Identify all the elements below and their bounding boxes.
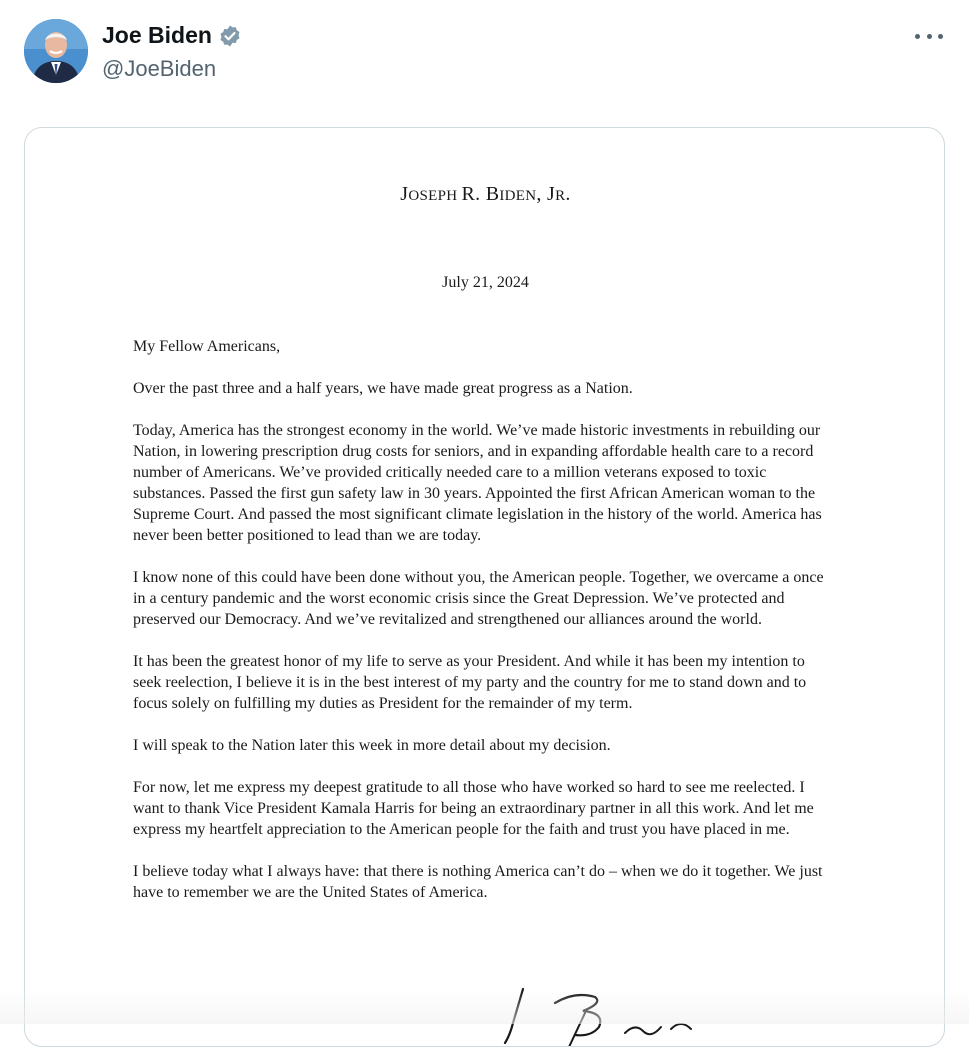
author-handle[interactable]: @JoeBiden xyxy=(102,56,217,81)
more-dot xyxy=(927,34,932,39)
letter-paragraph: Over the past three and a half years, we have made great progress as a Nation. xyxy=(133,380,633,397)
more-dot xyxy=(915,34,920,39)
avatar[interactable] xyxy=(24,19,88,83)
post-media-image[interactable] xyxy=(24,127,945,1047)
letter-date: July 21, 2024 xyxy=(442,274,529,291)
letter-paragraph: For now, let me express my deepest gratitude to all those who have worked so hard to see me reelected. I want to thank Vice President Kamala Harris for being an extraordinary partner in all this work. And let me express my heartfelt appreciation to the American people for the faith and trust you have placed in me. xyxy=(133,779,814,838)
letter-paragraph: I know none of this could have been done without you, the American people. Together, we overcame a once in a century pandemic and the worst economic crisis since the Great Depression. We’ve protected and preserved our Democracy. And we’ve revitalized and strengthened our alliances around the world. xyxy=(133,569,824,628)
letter-salutation: My Fellow Americans, xyxy=(133,338,281,355)
more-options-icon[interactable] xyxy=(915,24,943,48)
more-dot xyxy=(938,34,943,39)
verified-badge-icon xyxy=(218,24,242,48)
letter-paragraph: Today, America has the strongest economy in the world. We’ve made historic investments in rebuilding our Nation, in lowering prescription drug costs for seniors, and in expanding affordable health care to a record number of Americans. We’ve provided critically needed care to a million veterans exposed to toxic substances. Passed the first gun safety law in 30 years. Appointed the first African American woman to the Supreme Court. And passed the most significant climate legislation in the history of the world. America has never been better positioned to lead than we are today. xyxy=(133,422,822,544)
signature-graphic xyxy=(495,983,735,1047)
letter-document xyxy=(25,128,945,1047)
post-header xyxy=(0,0,969,100)
author-display-name[interactable] xyxy=(102,22,242,49)
letter-paragraph: I believe today what I always have: that there is nothing America can’t do – when we do it together. We just have to remember we are the United States of America. xyxy=(133,863,823,901)
author-name-text: Joe Biden xyxy=(102,22,212,48)
letter-body xyxy=(133,336,833,924)
letter-paragraph: It has been the greatest honor of my life to serve as your President. And while it has been my intention to seek reelection, I believe it is in the best interest of my party and the country for me to stand down and to focus solely on fulfilling my duties as President for the remainder of my term. xyxy=(133,653,807,712)
avatar-photo xyxy=(24,19,88,83)
letter-paragraph: I will speak to the Nation later this week in more detail about my decision. xyxy=(133,737,611,754)
letterhead: JOSEPH R. BIDEN, JR. xyxy=(400,183,571,205)
